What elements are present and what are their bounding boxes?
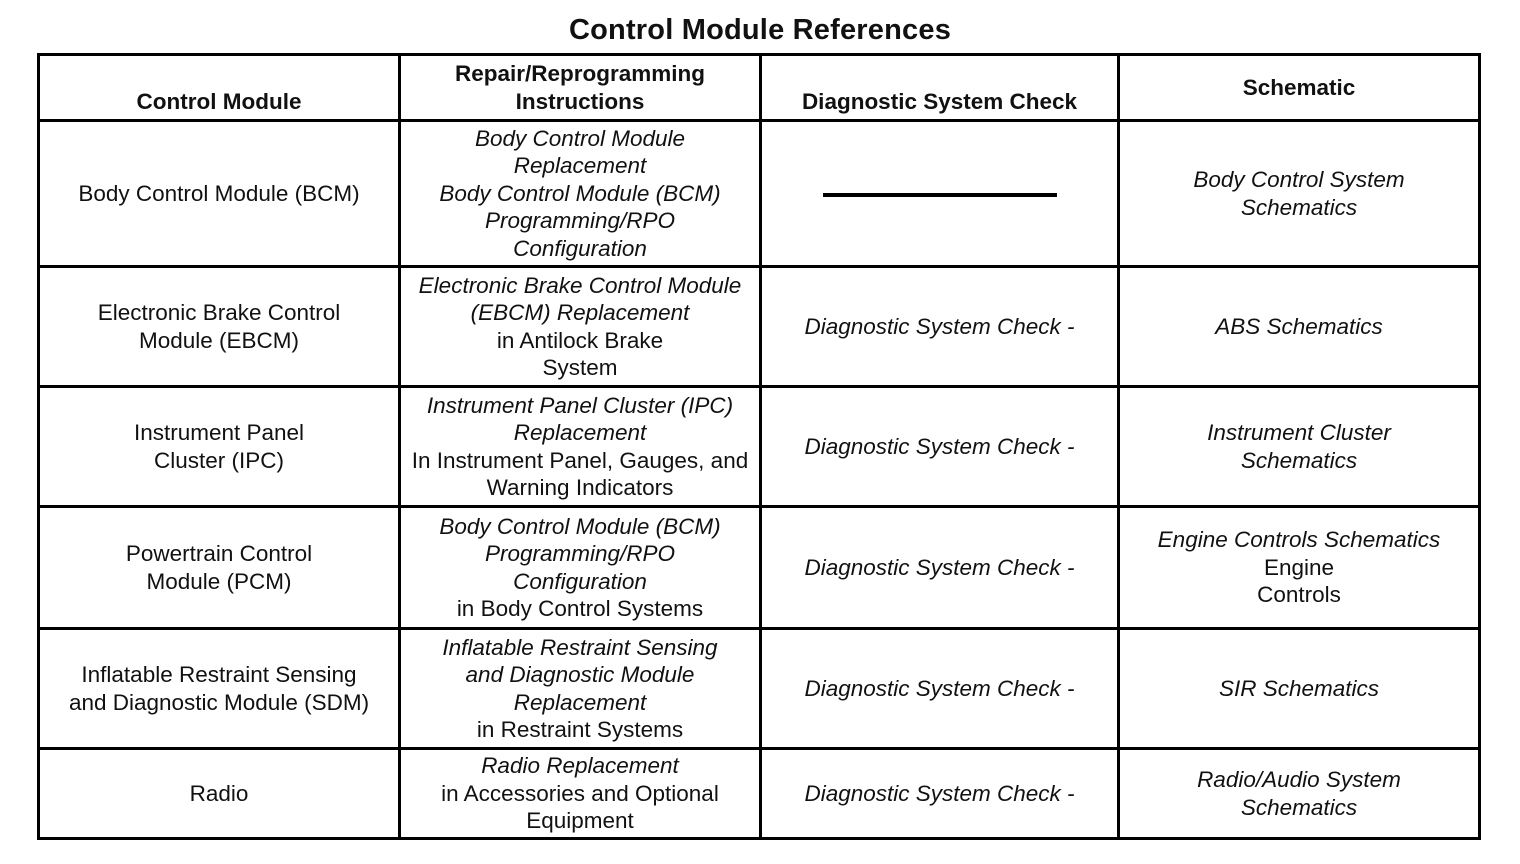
header-repair-instructions: Repair/Reprogramming Instructions — [400, 55, 761, 121]
diag-link[interactable]: Diagnostic System Check - — [804, 780, 1075, 806]
schematic-plain: Engine Controls — [1257, 554, 1341, 608]
page-title: Control Module References — [568, 14, 952, 46]
schematic-cell — [1119, 387, 1480, 507]
diag-cell — [761, 387, 1119, 507]
repair-cell — [400, 267, 761, 387]
schematic-link[interactable]: ABS Schematics — [1215, 313, 1383, 339]
diag-cell — [761, 749, 1119, 839]
header-schematic: Schematic — [1119, 55, 1480, 121]
diag-link[interactable]: Diagnostic System Check - — [804, 675, 1075, 701]
diag-cell — [761, 267, 1119, 387]
repair-link[interactable]: Radio Replacement — [481, 753, 679, 779]
module-cell: Body Control Module (BCM) — [39, 121, 400, 267]
control-module-table — [37, 53, 1481, 840]
table-row — [39, 121, 1480, 267]
repair-cell — [400, 121, 761, 267]
repair-link[interactable]: Electronic Brake Control Module (EBCM) Replacement — [418, 272, 742, 326]
module-cell: Inflatable Restraint Sensing and Diagnostic Module (SDM) — [39, 629, 400, 749]
module-cell: Powertrain Control Module (PCM) — [39, 507, 400, 629]
repair-location: in Accessories and Optional Equipment — [441, 780, 719, 834]
schematic-cell — [1119, 267, 1480, 387]
table-row — [39, 749, 1480, 839]
schematic-cell — [1119, 121, 1480, 267]
diag-cell — [761, 629, 1119, 749]
schematic-link[interactable]: Radio/Audio System Schematics — [1197, 767, 1401, 820]
diag-link[interactable]: Diagnostic System Check - — [804, 433, 1075, 459]
repair-cell — [400, 387, 761, 507]
repair-link[interactable]: Body Control Module (BCM) Programming/RPO Configuration — [439, 180, 721, 261]
module-cell: Radio — [39, 749, 400, 839]
repair-location: in Antilock Brake System — [496, 327, 664, 380]
table-row — [39, 629, 1480, 749]
repair-link[interactable]: Body Control Module Replacement — [474, 125, 686, 179]
header-control-module: Control Module — [39, 55, 400, 121]
repair-cell — [400, 507, 761, 629]
module-cell: Instrument Panel Cluster (IPC) — [39, 387, 400, 507]
diag-link[interactable]: Diagnostic System Check - — [804, 554, 1075, 580]
diag-cell — [761, 121, 1119, 267]
schematic-cell — [1119, 629, 1480, 749]
repair-link[interactable]: Inflatable Restraint Sensing and Diagnostic Module Replacement — [442, 634, 718, 715]
repair-location: in Body Control Systems — [456, 595, 704, 621]
table-row — [39, 267, 1480, 387]
empty-dash — [823, 193, 1057, 197]
schematic-link[interactable]: Engine Controls Schematics — [1157, 527, 1441, 553]
repair-location: in Restraint Systems — [476, 716, 684, 742]
header-row — [39, 55, 1480, 121]
header-diagnostic-check: Diagnostic System Check — [761, 55, 1119, 121]
table-row — [39, 507, 1480, 629]
repair-location: In Instrument Panel, Gauges, and Warning Indicators — [411, 447, 749, 500]
repair-cell — [400, 749, 761, 839]
diag-link[interactable]: Diagnostic System Check - — [804, 313, 1075, 339]
schematic-link[interactable]: Body Control System Schematics — [1193, 167, 1405, 220]
schematic-link[interactable]: Instrument Cluster Schematics — [1207, 420, 1391, 473]
diag-cell — [761, 507, 1119, 629]
module-cell: Electronic Brake Control Module (EBCM) — [39, 267, 400, 387]
schematic-link[interactable]: SIR Schematics — [1218, 675, 1380, 701]
repair-link[interactable]: Instrument Panel Cluster (IPC) Replacement — [426, 392, 734, 446]
repair-cell — [400, 629, 761, 749]
schematic-cell — [1119, 507, 1480, 629]
repair-link[interactable]: Body Control Module (BCM) Programming/RPO Configuration — [439, 513, 721, 594]
table-row — [39, 387, 1480, 507]
schematic-cell — [1119, 749, 1480, 839]
